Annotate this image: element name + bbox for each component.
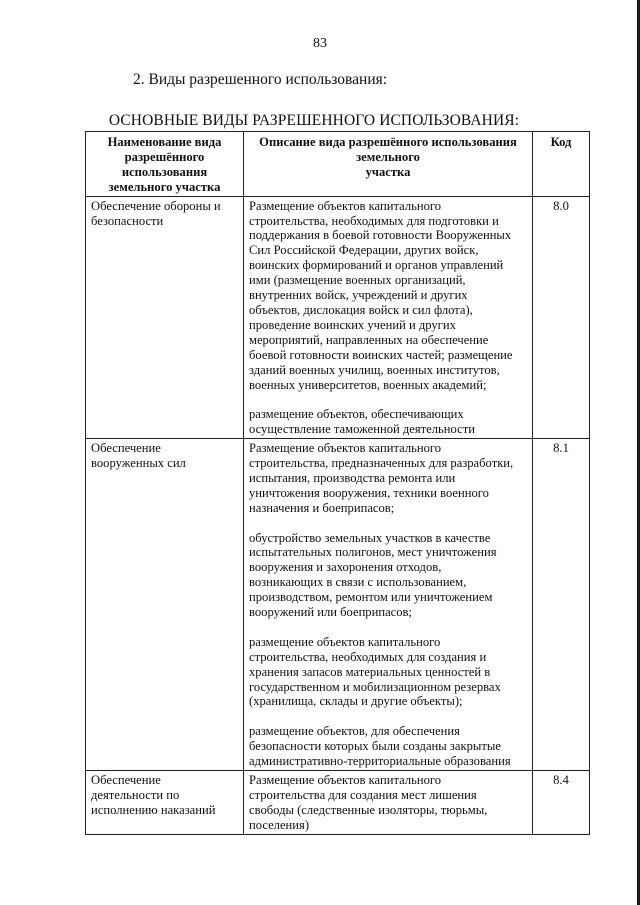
description-line: строительства, предназначенных для разработки, (249, 456, 514, 471)
row-name-line: Обеспечение обороны и (91, 198, 221, 213)
table-header-row (86, 132, 590, 197)
row-code: 8.0 (533, 196, 590, 438)
row-name (86, 771, 244, 835)
row-name (86, 196, 244, 438)
description-line: проведение воинских учений и других (249, 317, 456, 332)
description-line: строительства для создания мест лишения (249, 787, 477, 802)
description-line: внутренних войск, учреждений и других (249, 288, 468, 303)
header-desc-line: Описание вида разрешённого использования (259, 135, 517, 149)
header-name (86, 132, 244, 197)
description-line: поддержания в боевой готовности Вооруженных (249, 228, 512, 243)
description-paragraph (249, 773, 529, 833)
description-line: возникающих в связи с использованием, (249, 575, 467, 590)
description-line: боевой готовности воинских частей; размещение (249, 347, 513, 362)
description-line: административно-территориальные образования (249, 754, 511, 769)
row-code: 8.4 (533, 771, 590, 835)
header-description (244, 132, 533, 197)
description-line: зданий военных училищ, военных институтов, (249, 362, 500, 377)
header-name-line: использования (121, 164, 208, 179)
page-number: 83 (313, 36, 327, 51)
description-line: вооружения и захоронения отходов, (249, 560, 442, 575)
description-line: осуществление таможенной деятельности (249, 422, 475, 437)
row-name-line: вооруженных сил (91, 456, 186, 471)
row-description (244, 771, 533, 835)
description-line: испытательных полигонов, мест уничтожения (249, 545, 497, 560)
description-line: размещение объектов капитального (249, 634, 441, 649)
description-line: испытания, производства ремонта или (249, 470, 456, 485)
description-line: (хранилища, склады и другие объекты); (249, 694, 463, 709)
header-name-line: земельного участка (108, 179, 221, 194)
description-line: хранения запасов материальных ценностей в (249, 664, 491, 679)
description-line: безопасности которых были созданы закрытые (249, 739, 501, 754)
row-code: 8.1 (533, 439, 590, 771)
description-line: строительства, необходимых для создания и (249, 649, 487, 664)
description-paragraph (249, 441, 529, 516)
description-line: уничтожения вооружения, техники военного (249, 485, 489, 500)
header-name-line: разрешённого (124, 149, 205, 164)
row-name (86, 439, 244, 771)
description-line: размещение объектов, обеспечивающих (249, 407, 464, 422)
row-description (244, 196, 533, 438)
description-line: поселения) (249, 817, 310, 832)
description-line: воинских формирований и органов управлений (249, 258, 504, 273)
row-name-line: деятельности по (91, 787, 180, 802)
description-line: размещение объектов, для обеспечения (249, 724, 460, 739)
description-line: обустройство земельных участков в качестве (249, 530, 491, 545)
header-name-line: Наименование вида (107, 135, 222, 149)
description-line: Сил Российской Федерации, других войск, (249, 243, 479, 258)
description-line: ими (размещение военных организаций, (249, 273, 466, 288)
row-name-line: Обеспечение (91, 441, 161, 456)
description-line: военных университетов, военных академий; (249, 377, 487, 392)
description-line: свободы (следственные изоляторы, тюрьмы, (249, 802, 488, 817)
description-line: Размещение объектов капитального (249, 441, 442, 456)
table-row (86, 196, 590, 438)
description-paragraph (249, 199, 529, 393)
description-line: вооружений или боеприпасов; (249, 605, 413, 620)
section-heading: 2. Виды разрешенного использования: (133, 71, 388, 88)
header-desc-line: земельного (356, 149, 420, 164)
land-use-table (85, 131, 590, 835)
description-paragraph (249, 635, 529, 710)
header-desc-line: участка (365, 164, 411, 179)
description-line: производством, ремонтом или уничтожением (249, 590, 493, 605)
row-name-line: исполнению наказаний (91, 802, 216, 817)
table-row (86, 771, 590, 835)
description-line: объектов, дислокация войск и сил флота), (249, 302, 473, 317)
table-title: ОСНОВНЫЕ ВИДЫ РАЗРЕШЕННОГО ИСПОЛЬЗОВАНИЯ: (108, 112, 520, 129)
description-line: строительства, необходимых для подготовки и (249, 213, 499, 228)
description-paragraph (249, 407, 529, 437)
description-line: мероприятий, направленных на обеспечение (249, 332, 489, 347)
description-line: Размещение объектов капитального (249, 773, 442, 787)
description-line: государственном и мобилизационном резервах (249, 679, 501, 694)
description-paragraph (249, 724, 529, 769)
row-name-line: Обеспечение (91, 773, 161, 787)
description-paragraph (249, 531, 529, 620)
description-line: Размещение объектов капитального (249, 198, 442, 213)
row-description (244, 439, 533, 771)
description-line: назначения и боеприпасов; (249, 500, 395, 515)
row-name-line: безопасности (91, 213, 164, 228)
table-row (86, 439, 590, 771)
header-code: Код (533, 132, 590, 197)
